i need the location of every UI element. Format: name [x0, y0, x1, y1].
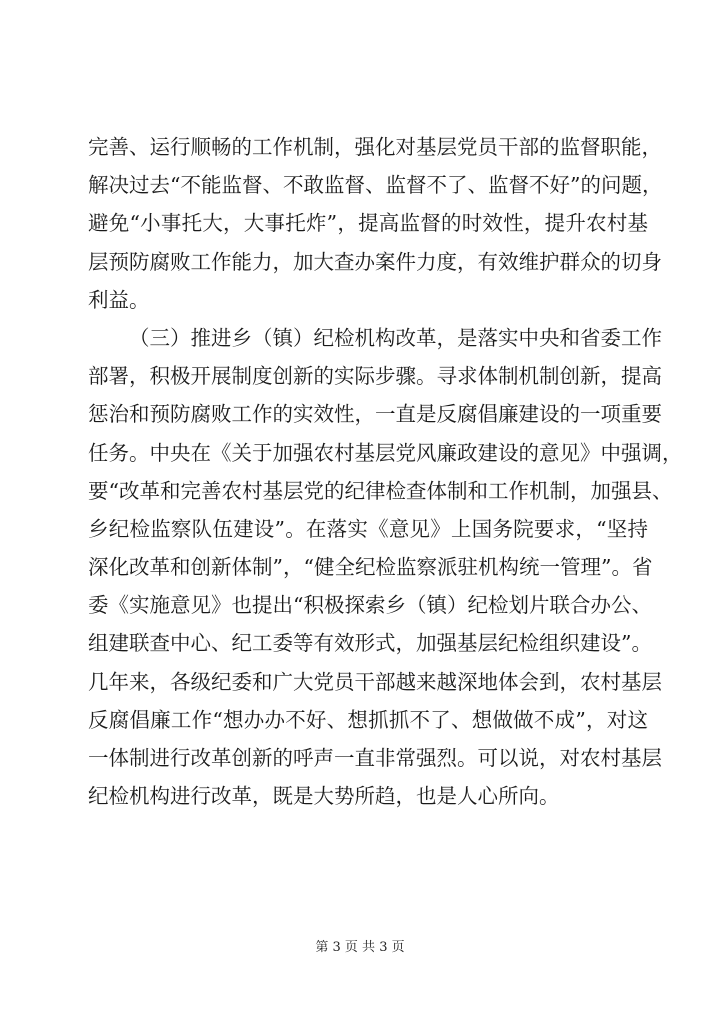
- text-line: 避免“小事托大，大事托炸”，提高监督的时效性，提升农村基: [88, 211, 648, 236]
- text-line: 层预防腐败工作能力，加大查办案件力度，有效维护群众的切身: [88, 249, 662, 274]
- text-line: 乡纪检监察队伍建设”。在落实《意见》上国务院要求，“坚持: [88, 516, 648, 541]
- text-line: （三）推进乡（镇）纪检机构改革，是落实中央和省委工作: [129, 325, 662, 350]
- page-footer: [0, 936, 720, 955]
- paragraph-2: [88, 319, 683, 815]
- text-line: 解决过去“不能监督、不敢监督、监督不了、监督不好”的问题，: [88, 173, 663, 198]
- text-line: 委《实施意见》也提出“积极探索乡（镇）纪检划片联合办公、: [88, 593, 652, 618]
- text-line: 任务。中央在《关于加强农村基层党风廉政建设的意见》中强调，: [88, 440, 683, 465]
- text-line: 纪检机构进行改革，既是大势所趋，也是人心所向。: [88, 784, 560, 809]
- text-line: 组建联查中心、纪工委等有效形式，加强基层纪检组织建设”。: [88, 631, 652, 656]
- text-line: 惩治和预防腐败工作的实效性，一直是反腐倡廉建设的一项重要: [88, 402, 662, 427]
- paragraph-1: [88, 128, 663, 319]
- text-line: 完善、运行顺畅的工作机制，强化对基层党员干部的监督职能，: [88, 135, 662, 159]
- page-number: 第 3 页 共 3 页: [315, 940, 405, 955]
- text-line: 部署，积极开展制度创新的实际步骤。寻求体制机制创新，提高: [88, 364, 662, 389]
- text-line: 反腐倡廉工作“想办办不好、想抓抓不了、想做做不成”，对这: [88, 707, 648, 732]
- text-line: 要“改革和完善农村基层党的纪律检查体制和工作机制，加强县、: [88, 478, 673, 503]
- text-line: 几年来，各级纪委和广大党员干部越来越深地体会到，农村基层: [88, 669, 662, 694]
- text-line: 利益。: [88, 287, 150, 312]
- text-line: 一体制进行改革创新的呼声一直非常强烈。可以说，对农村基层: [88, 746, 662, 770]
- document-body: [88, 128, 683, 815]
- text-line: 深化改革和创新体制”，“健全纪检监察派驻机构统一管理”。省: [88, 555, 653, 580]
